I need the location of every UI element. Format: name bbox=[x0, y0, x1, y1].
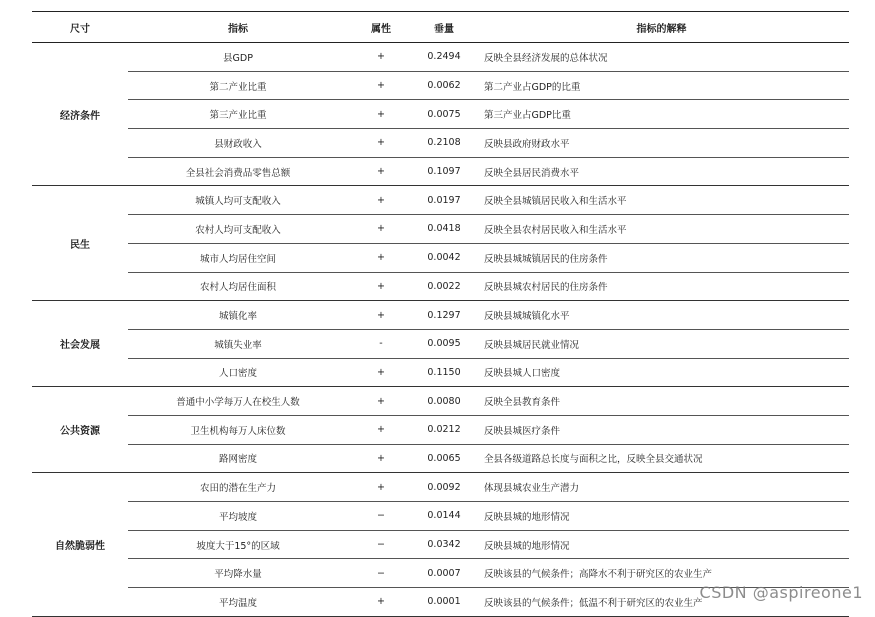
attribute-cell: − bbox=[348, 502, 414, 531]
attribute-cell: + bbox=[348, 358, 414, 387]
explanation-cell: 反映县城人口密度 bbox=[474, 358, 849, 387]
indicator-cell: 第三产业比重 bbox=[128, 100, 348, 129]
header-dimension: 尺寸 bbox=[32, 12, 128, 43]
weight-cell: 0.0001 bbox=[414, 588, 474, 617]
attribute-cell: + bbox=[348, 473, 414, 502]
table-row bbox=[32, 502, 849, 531]
explanation-cell: 反映县城居民就业情况 bbox=[474, 329, 849, 358]
explanation-cell: 反映全县教育条件 bbox=[474, 387, 849, 416]
explanation-cell: 反映全县农村居民收入和生活水平 bbox=[474, 215, 849, 244]
weight-cell: 0.1297 bbox=[414, 301, 474, 330]
weight-cell: 0.0022 bbox=[414, 272, 474, 301]
explanation-cell: 第三产业占GDP比重 bbox=[474, 100, 849, 129]
table-body bbox=[32, 43, 849, 617]
weight-cell: 0.0144 bbox=[414, 502, 474, 531]
header-explanation: 指标的解释 bbox=[474, 12, 849, 43]
dimension-cell: 社会发展 bbox=[32, 301, 128, 387]
indicator-cell: 城镇失业率 bbox=[128, 329, 348, 358]
table-row bbox=[32, 329, 849, 358]
explanation-cell: 反映县城的地形情况 bbox=[474, 530, 849, 559]
weight-cell: 0.0197 bbox=[414, 186, 474, 215]
indicator-cell: 城镇人均可支配收入 bbox=[128, 186, 348, 215]
indicator-cell: 平均坡度 bbox=[128, 502, 348, 531]
table-row bbox=[32, 129, 849, 158]
indicator-cell: 城市人均居住空间 bbox=[128, 243, 348, 272]
header-attribute: 属性 bbox=[348, 12, 414, 43]
explanation-cell: 反映县城城镇居民的住房条件 bbox=[474, 243, 849, 272]
indicator-cell: 卫生机构每万人床位数 bbox=[128, 415, 348, 444]
indicator-cell: 农村人均居住面积 bbox=[128, 272, 348, 301]
attribute-cell: + bbox=[348, 301, 414, 330]
weight-cell: 0.1150 bbox=[414, 358, 474, 387]
table-row bbox=[32, 100, 849, 129]
indicator-cell: 路网密度 bbox=[128, 444, 348, 473]
table-row bbox=[32, 444, 849, 473]
table-row bbox=[32, 473, 849, 502]
indicator-cell: 全县社会消费品零售总额 bbox=[128, 157, 348, 186]
table-row bbox=[32, 387, 849, 416]
explanation-cell: 全县各级道路总长度与面积之比，反映全县交通状况 bbox=[474, 444, 849, 473]
indicator-cell: 农村人均可支配收入 bbox=[128, 215, 348, 244]
table-row bbox=[32, 272, 849, 301]
weight-cell: 0.1097 bbox=[414, 157, 474, 186]
indicator-cell: 城镇化率 bbox=[128, 301, 348, 330]
explanation-cell: 反映县城的地形情况 bbox=[474, 502, 849, 531]
weight-cell: 0.2494 bbox=[414, 43, 474, 72]
attribute-cell: + bbox=[348, 100, 414, 129]
attribute-cell: + bbox=[348, 588, 414, 617]
table-row bbox=[32, 186, 849, 215]
dimension-cell: 民生 bbox=[32, 186, 128, 301]
explanation-cell: 反映县城医疗条件 bbox=[474, 415, 849, 444]
weight-cell: 0.0095 bbox=[414, 329, 474, 358]
attribute-cell: + bbox=[348, 71, 414, 100]
table-row bbox=[32, 243, 849, 272]
indicator-cell: 县财政收入 bbox=[128, 129, 348, 158]
attribute-cell: + bbox=[348, 157, 414, 186]
attribute-cell: + bbox=[348, 129, 414, 158]
table-row bbox=[32, 301, 849, 330]
weight-cell: 0.0092 bbox=[414, 473, 474, 502]
attribute-cell: + bbox=[348, 444, 414, 473]
table-row bbox=[32, 71, 849, 100]
attribute-cell: + bbox=[348, 215, 414, 244]
weight-cell: 0.0042 bbox=[414, 243, 474, 272]
weight-cell: 0.0080 bbox=[414, 387, 474, 416]
attribute-cell: − bbox=[348, 559, 414, 588]
indicator-cell: 普通中小学每万人在校生人数 bbox=[128, 387, 348, 416]
table-row bbox=[32, 43, 849, 72]
attribute-cell: + bbox=[348, 415, 414, 444]
indicator-table-container bbox=[32, 11, 849, 617]
dimension-cell: 经济条件 bbox=[32, 43, 128, 186]
explanation-cell: 第二产业占GDP的比重 bbox=[474, 71, 849, 100]
table-row bbox=[32, 415, 849, 444]
table-header-row bbox=[32, 12, 849, 43]
indicator-cell: 第二产业比重 bbox=[128, 71, 348, 100]
weight-cell: 0.0062 bbox=[414, 71, 474, 100]
attribute-cell: + bbox=[348, 243, 414, 272]
explanation-cell: 反映县城城镇化水平 bbox=[474, 301, 849, 330]
weight-cell: 0.2108 bbox=[414, 129, 474, 158]
attribute-cell: - bbox=[348, 329, 414, 358]
explanation-cell: 反映该县的气候条件；低温不利于研究区的农业生产 bbox=[474, 588, 849, 617]
indicator-cell: 平均温度 bbox=[128, 588, 348, 617]
attribute-cell: + bbox=[348, 272, 414, 301]
table-row bbox=[32, 157, 849, 186]
attribute-cell: + bbox=[348, 43, 414, 72]
dimension-cell: 自然脆弱性 bbox=[32, 473, 128, 616]
weight-cell: 0.0065 bbox=[414, 444, 474, 473]
weight-cell: 0.0212 bbox=[414, 415, 474, 444]
dimension-cell: 公共资源 bbox=[32, 387, 128, 473]
table-row bbox=[32, 358, 849, 387]
table-row bbox=[32, 530, 849, 559]
weight-cell: 0.0342 bbox=[414, 530, 474, 559]
indicator-cell: 坡度大于15°的区域 bbox=[128, 530, 348, 559]
watermark-text: CSDN @aspireone1 bbox=[699, 583, 863, 602]
explanation-cell: 反映全县居民消费水平 bbox=[474, 157, 849, 186]
weight-cell: 0.0418 bbox=[414, 215, 474, 244]
attribute-cell: + bbox=[348, 186, 414, 215]
explanation-cell: 体现县城农业生产潜力 bbox=[474, 473, 849, 502]
indicator-cell: 农田的潜在生产力 bbox=[128, 473, 348, 502]
header-indicator: 指标 bbox=[128, 12, 348, 43]
indicator-cell: 平均降水量 bbox=[128, 559, 348, 588]
table-row bbox=[32, 215, 849, 244]
attribute-cell: − bbox=[348, 530, 414, 559]
explanation-cell: 反映县政府财政水平 bbox=[474, 129, 849, 158]
weight-cell: 0.0007 bbox=[414, 559, 474, 588]
indicator-cell: 人口密度 bbox=[128, 358, 348, 387]
attribute-cell: + bbox=[348, 387, 414, 416]
explanation-cell: 反映该县的气候条件；高降水不利于研究区的农业生产 bbox=[474, 559, 849, 588]
explanation-cell: 反映全县经济发展的总体状况 bbox=[474, 43, 849, 72]
weight-cell: 0.0075 bbox=[414, 100, 474, 129]
indicator-cell: 县GDP bbox=[128, 43, 348, 72]
explanation-cell: 反映全县城镇居民收入和生活水平 bbox=[474, 186, 849, 215]
indicator-table bbox=[32, 11, 849, 617]
header-weight: 垂量 bbox=[414, 12, 474, 43]
explanation-cell: 反映县城农村居民的住房条件 bbox=[474, 272, 849, 301]
